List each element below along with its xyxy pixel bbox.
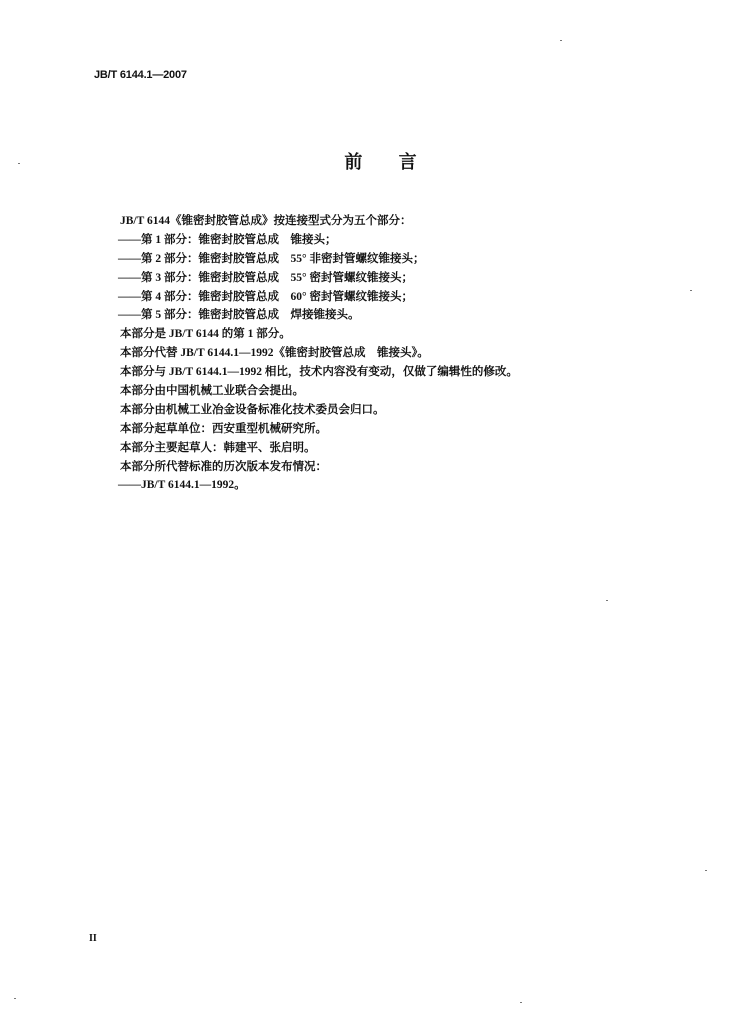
body-line-changes: 本部分与 JB/T 6144.1—1992 相比，技术内容没有变动，仅做了编辑性的修改。 <box>120 366 518 379</box>
page-title: 前 言 <box>344 152 417 173</box>
body-line-part-number: 本部分是 JB/T 6144 的第 1 部分。 <box>120 328 291 341</box>
scan-speck <box>560 40 562 41</box>
foreword-body <box>120 212 680 495</box>
list-item-previous-edition: ——JB/T 6144.1—1992。 <box>118 479 246 492</box>
list-item-part-3: ——第 3 部分：锥密封胶管总成 55° 密封管螺纹锥接头； <box>118 271 413 284</box>
list-item-part-5: ——第 5 部分：锥密封胶管总成 焊接锥接头。 <box>118 309 360 322</box>
scan-speck <box>520 1002 522 1003</box>
scan-speck <box>18 163 20 164</box>
body-line-intro: JB/T 6144《锥密封胶管总成》按连接型式分为五个部分： <box>120 215 412 227</box>
body-line-drafting-unit: 本部分起草单位：西安重型机械研究所。 <box>120 422 327 435</box>
scan-speck <box>690 290 692 291</box>
list-item-part-4: ——第 4 部分：锥密封胶管总成 60° 密封管螺纹锥接头； <box>118 290 413 303</box>
body-line-history: 本部分所代替标准的历次版本发布情况： <box>120 460 327 473</box>
body-line-drafters: 本部分主要起草人：韩建平、张启明。 <box>120 441 316 454</box>
list-item-part-1: ——第 1 部分：锥密封胶管总成 锥接头； <box>118 233 337 246</box>
page-number: II <box>89 933 97 944</box>
body-line-proposed-by: 本部分由中国机械工业联合会提出。 <box>120 385 304 398</box>
scan-speck <box>705 870 707 871</box>
document-number: JB/T 6144.1—2007 <box>94 69 187 81</box>
scan-speck <box>14 998 16 999</box>
body-line-replaces: 本部分代替 JB/T 6144.1—1992《锥密封胶管总成 锥接头》。 <box>120 347 429 360</box>
body-line-centralized-by: 本部分由机械工业冶金设备标准化技术委员会归口。 <box>120 403 385 416</box>
scan-speck <box>606 600 608 601</box>
list-item-part-2: ——第 2 部分：锥密封胶管总成 55° 非密封管螺纹锥接头； <box>118 252 425 265</box>
